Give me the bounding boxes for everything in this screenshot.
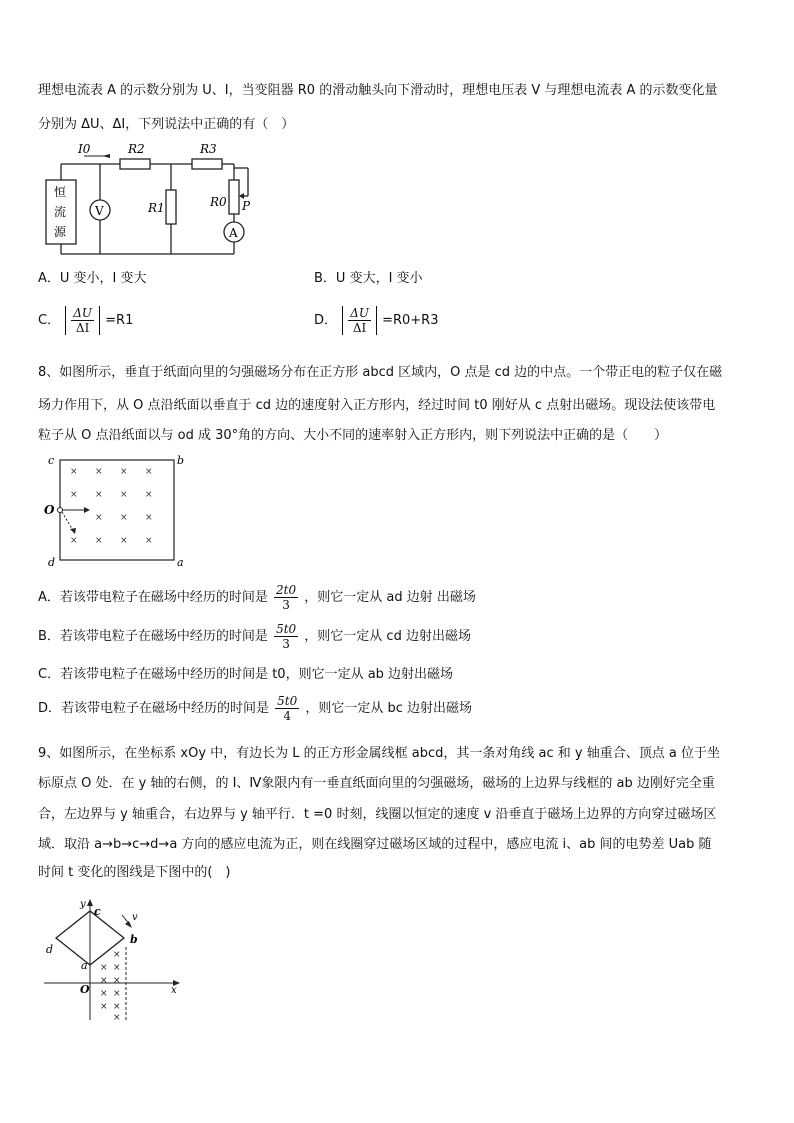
q7-stem-line2: 分别为 ΔU、ΔI，下列说法中正确的有（ ） <box>38 117 295 132</box>
label-c: c <box>94 905 101 918</box>
svg-text:×: × <box>120 467 128 477</box>
svg-text:×: × <box>95 490 103 500</box>
svg-text:×: × <box>113 950 121 960</box>
label-o: O <box>80 983 90 996</box>
q8-option-d-numerator: 5t0 <box>277 694 298 708</box>
q7-stem-line1: 理想电流表 A 的示数分别为 U、I，当变阻器 R0 的滑动触头向下滑动时，理想电压表 V 与理想电流表 A 的示数变化量 <box>38 83 718 98</box>
svg-text:×: × <box>113 963 121 973</box>
label-o: O <box>44 503 55 517</box>
q9-field-crosses <box>100 950 121 1023</box>
q7-option-a: A．U 变小，I 变大 <box>38 271 147 286</box>
q9-stem-line1: 9、如图所示，在坐标系 xOy 中，有边长为 L 的正方形金属线框 abcd，其一条对角线 ac 和 y 轴重合、顶点 a 位于坐 <box>38 746 720 761</box>
label-b: b <box>177 454 185 467</box>
label-y: y <box>80 899 86 910</box>
svg-text:×: × <box>100 963 108 973</box>
label-d: d <box>48 556 56 569</box>
svg-text:×: × <box>95 467 103 477</box>
svg-text:×: × <box>95 513 103 523</box>
svg-text:×: × <box>145 490 153 500</box>
label-a: A <box>229 226 238 240</box>
q7-option-d-rhs: =R0+R3 <box>382 313 439 328</box>
q7-option-d-fraction <box>348 306 371 335</box>
q8-option-d-post: ，则它一定从 bc 边射出磁场 <box>305 701 473 716</box>
source-char-2: 流 <box>54 205 67 219</box>
svg-text:×: × <box>145 513 153 523</box>
svg-text:×: × <box>70 490 78 500</box>
q8-option-b-numerator: 5t0 <box>276 622 297 636</box>
q8-option-a-fraction <box>274 583 298 612</box>
q8-option-d-denominator: 4 <box>283 709 292 723</box>
svg-text:×: × <box>113 989 121 999</box>
q8-option-d <box>38 694 472 723</box>
resistor-r2 <box>120 159 150 169</box>
label-r1: R1 <box>148 201 165 215</box>
q8-stem-line2: 场力作用下，从 O 点沿纸面以垂直于 cd 边的速度射入正方形内，经过时间 t0 刚好从 c 点射出磁场。现设法使该带电 <box>38 398 716 413</box>
q7-option-c-rhs: =R1 <box>105 313 134 328</box>
source-char-3: 源 <box>54 225 67 239</box>
source-char-1: 恒 <box>54 185 67 199</box>
svg-text:×: × <box>113 976 121 986</box>
rheostat-r0 <box>229 180 239 214</box>
q8-stem-line3: 粒子从 O 点沿纸面以与 od 成 30°角的方向、大小不同的速率射入正方形内，则下列说法中正确的是（ ） <box>38 428 668 443</box>
q8-option-a-post: ，则它一定从 ad 边射 出磁场 <box>304 590 476 605</box>
point-o <box>58 508 63 513</box>
q7-circuit-diagram <box>40 140 280 260</box>
svg-text:×: × <box>100 976 108 986</box>
q9-stem-line4: 域．取沿 a→b→c→d→a 方向的感应电流为正，则在线圈穿过磁场区域的过程中，感应电流 i、ab 间的电势差 Uab 随 <box>38 837 712 852</box>
svg-text:×: × <box>120 536 128 546</box>
svg-text:×: × <box>120 490 128 500</box>
q9-stem-line2: 标原点 O 处．在 y 轴的右侧，的 Ⅰ、Ⅳ象限内有一垂直纸面向里的匀强磁场，磁场的上边界与线框的 ab 边刚好完全重 <box>38 776 715 791</box>
q7-option-d <box>314 306 438 335</box>
svg-text:×: × <box>70 467 78 477</box>
svg-text:×: × <box>95 536 103 546</box>
svg-text:×: × <box>100 989 108 999</box>
svg-text:×: × <box>120 513 128 523</box>
q7-option-c-prefix: C． <box>38 313 61 328</box>
q8-option-d-pre: D．若该带电粒子在磁场中经历的时间是 <box>38 701 270 716</box>
label-x: x <box>171 985 177 996</box>
svg-text:×: × <box>70 536 78 546</box>
q8-option-a-denominator: 3 <box>282 598 290 612</box>
q8-option-d-fraction <box>275 694 299 723</box>
svg-text:×: × <box>113 1002 121 1012</box>
resistor-r3 <box>192 159 222 169</box>
label-b: b <box>130 933 138 946</box>
label-c: c <box>48 454 55 467</box>
q7-option-b: B．U 变大，I 变小 <box>314 271 423 286</box>
q8-option-a-pre: A．若该带电粒子在磁场中经历的时间是 <box>38 590 268 605</box>
svg-text:×: × <box>145 536 153 546</box>
q9-stem-line5: 时间 t 变化的图线是下图中的( ) <box>38 865 231 880</box>
q7-option-c-numerator: ΔU <box>73 306 92 320</box>
q7-option-c-denominator: ΔI <box>75 321 90 335</box>
q7-option-d-denominator: ΔI <box>352 321 367 335</box>
svg-text:×: × <box>145 467 153 477</box>
velocity-arrow-icon <box>84 507 90 513</box>
q9-velocity-arrow-icon <box>125 921 132 928</box>
q7-option-c <box>38 306 133 335</box>
q8-option-b-pre: B．若该带电粒子在磁场中经历的时间是 <box>38 629 268 644</box>
label-r3: R3 <box>200 142 217 156</box>
q8-option-c: C．若该带电粒子在磁场中经历的时间是 t0，则它一定从 ab 边射出磁场 <box>38 667 454 682</box>
label-p: P <box>242 199 251 213</box>
q8-option-a <box>38 583 476 612</box>
label-d: d <box>46 943 54 956</box>
field-crosses <box>70 467 153 546</box>
label-a: a <box>177 556 184 569</box>
q8-option-b-denominator: 3 <box>282 637 290 651</box>
q7-option-d-abs <box>342 306 377 335</box>
q8-option-a-numerator: 2t0 <box>276 583 297 597</box>
q8-magnetic-field-figure <box>40 452 190 572</box>
svg-text:×: × <box>100 1002 108 1012</box>
q7-option-d-prefix: D． <box>314 313 338 328</box>
resistor-r1 <box>166 190 176 224</box>
label-v: v <box>132 912 138 923</box>
q8-option-b <box>38 622 471 651</box>
q8-stem-line1: 8、如图所示，垂直于纸面向里的匀强磁场分布在正方形 abcd 区域内，O 点是 cd 边的中点。一个带正电的粒子仅在磁 <box>38 365 723 380</box>
q8-option-b-fraction <box>274 622 298 651</box>
label-v: V <box>95 204 104 218</box>
label-a: a <box>81 959 88 972</box>
label-r0: R0 <box>210 195 227 209</box>
angled-arrow-icon <box>70 528 76 534</box>
q7-option-c-abs <box>65 306 100 335</box>
q7-option-c-fraction <box>71 306 94 335</box>
q7-option-d-numerator: ΔU <box>350 306 369 320</box>
q9-stem-line3: 合，左边界与 y 轴重合，右边界与 y 轴平行．t =0 时刻，线圈以恒定的速度 v 沿垂直于磁场上边界的方向穿过磁场区 <box>38 807 717 822</box>
label-i0: I0 <box>78 142 91 156</box>
q8-option-b-post: ，则它一定从 cd 边射出磁场 <box>304 629 471 644</box>
y-axis-arrow-icon <box>87 899 93 906</box>
svg-text:×: × <box>113 1013 121 1023</box>
q9-coordinate-figure <box>40 895 190 1030</box>
label-r2: R2 <box>128 142 145 156</box>
